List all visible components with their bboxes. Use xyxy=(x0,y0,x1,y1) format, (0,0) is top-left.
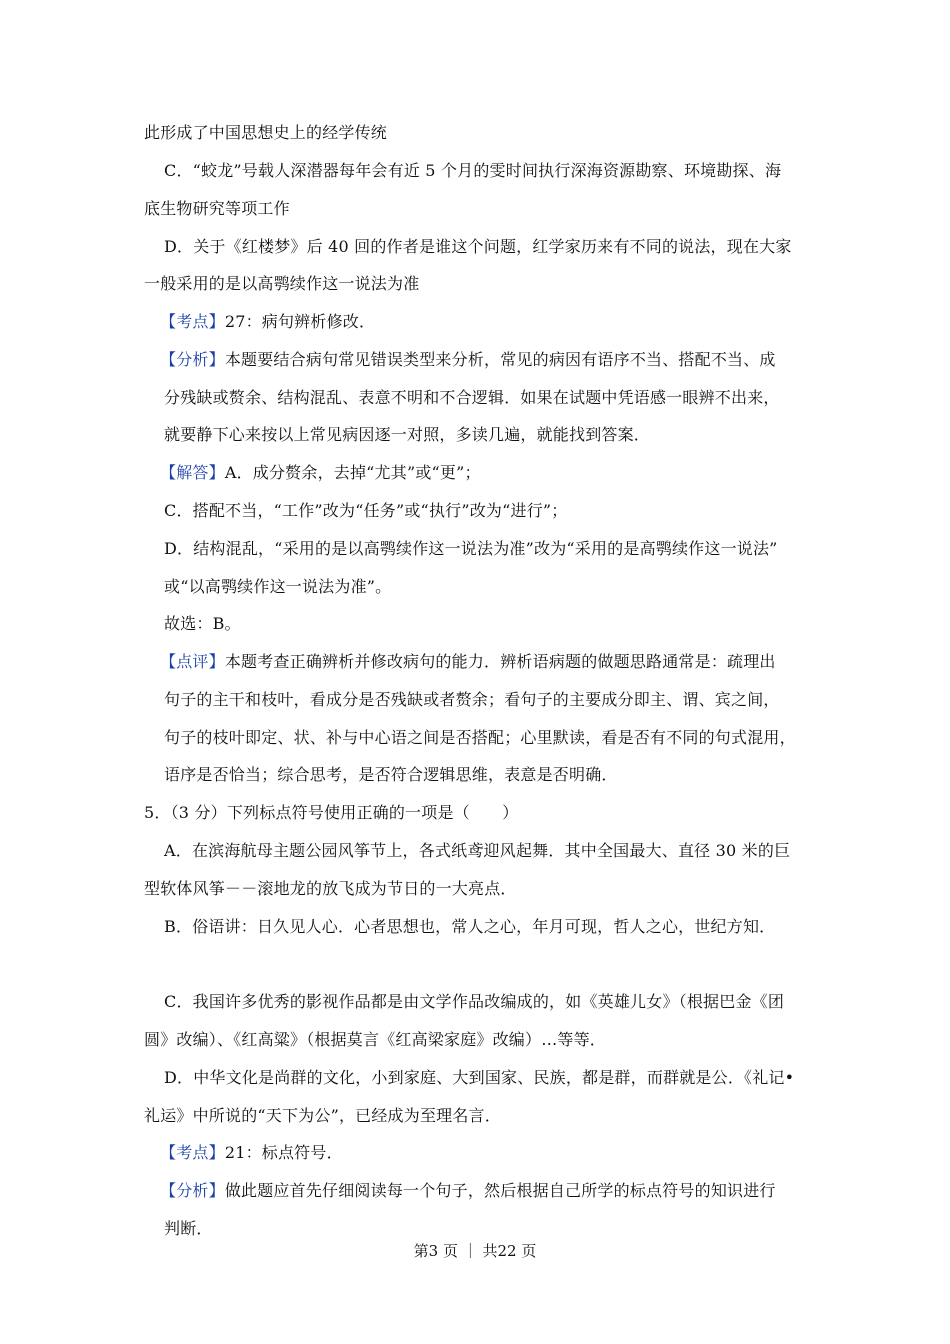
dianping-line xyxy=(160,651,776,673)
jieda-line xyxy=(160,462,481,484)
dianping-text: 本题考查正确辨析并修改病句的能力．辨析语病题的做题思路通常是：疏理出 xyxy=(224,652,776,671)
option-b: B．俗语讲：日久见人心．心者思想也，常人之心，年月可现，哲人之心，世纪方知． xyxy=(164,917,776,936)
kaodian-line xyxy=(160,1142,343,1164)
text-line: 底生物研究等项工作 xyxy=(144,199,290,218)
text-line: 句子的主干和枝叶，看成分是否残缺或者赘余；看句子的主要成分即主、谓、宾之间， xyxy=(164,690,780,709)
jieda-tag: 【解答】 xyxy=(160,463,225,482)
text-line: D．关于《红楼梦》后 40 回的作者是谁这个问题，红学家历来有不同的说法，现在大家 xyxy=(164,237,792,256)
text-line: 判断． xyxy=(164,1219,213,1238)
text-line: 分残缺或赘余、结构混乱、表意不明和不合逻辑．如果在试题中凭语感一眼辨不出来， xyxy=(164,388,780,407)
kaodian-line xyxy=(160,311,375,333)
text-line: 此形成了中国思想史上的经学传统 xyxy=(144,123,388,142)
text-line: C．“蛟龙”号载人深潜器每年会有近 5 个月的雯时间执行深海资源勘察、环境勘探、海 xyxy=(164,161,782,180)
fenxi-tag: 【分析】 xyxy=(160,1181,225,1200)
text-line: D．结构混乱，“采用的是以高鹗续作这一说法为准”改为“采用的是高鹗续作这一说法” xyxy=(164,539,778,558)
text-line: 型软体风筝－－滚地龙的放飞成为节日的一大亮点． xyxy=(144,879,517,898)
jieda-text: A．成分赘余，去掉“尤其”或“更”； xyxy=(224,463,481,482)
text-line: 礼运》中所说的“天下为公”，已经成为至理名言． xyxy=(144,1106,501,1125)
kaodian-text: 21：标点符号． xyxy=(224,1143,343,1162)
fenxi-text: 本题要结合病句常见错误类型来分析，常见的病因有语序不当、搭配不当、成 xyxy=(224,350,776,369)
text-line: 就要静下心来按以上常见病因逐一对照，多读几遍，就能找到答案． xyxy=(164,425,651,444)
kaodian-tag: 【考点】 xyxy=(160,1143,225,1162)
text-line: 或“以高鹗续作这一说法为准”。 xyxy=(164,577,392,596)
kaodian-tag: 【考点】 xyxy=(160,312,225,331)
text-line: 句子的枝叶即定、状、补与中心语之间是否搭配；心里默读，看是否有不同的句式混用， xyxy=(164,728,796,747)
fenxi-text: 做此题应首先仔细阅读每一个句子，然后根据自己所学的标点符号的知识进行 xyxy=(224,1181,776,1200)
fenxi-line xyxy=(160,349,776,371)
question-title: 5．（3 分）下列标点符号使用正确的一项是（ ） xyxy=(144,803,519,822)
option-a: A．在滨海航母主题公园风筝节上，各式纸鸢迎风起舞．其中全国最大、直径 30 米的巨 xyxy=(164,841,791,860)
dianping-tag: 【点评】 xyxy=(160,652,225,671)
text-line: 圆》改编）、《红高粱》（根据莫言《红高梁家庭》改编）…等等． xyxy=(144,1030,607,1049)
text-line: C．搭配不当，“工作”改为“任务”或“执行”改为“进行”； xyxy=(164,501,568,520)
text-line: 故选：B。 xyxy=(164,614,241,633)
option-d: D．中华文化是尚群的文化，小到家庭、大到国家、民族，都是群，而群就是公．《礼记• xyxy=(164,1068,795,1087)
fenxi-tag: 【分析】 xyxy=(160,350,225,369)
page-footer: 第3 页 ｜ 共22 页 xyxy=(413,1242,537,1260)
text-line: 一般采用的是以高鹗续作这一说法为准 xyxy=(144,274,420,293)
text-line: 语序是否恰当；综合思考，是否符合逻辑思维，表意是否明确． xyxy=(164,765,618,784)
fenxi-line xyxy=(160,1180,776,1202)
kaodian-text: 27：病句辨析修改． xyxy=(224,312,376,331)
option-c: C．我国许多优秀的影视作品都是由文学作品改编成的，如《英雄儿女》（根据巴金《团 xyxy=(164,992,785,1011)
